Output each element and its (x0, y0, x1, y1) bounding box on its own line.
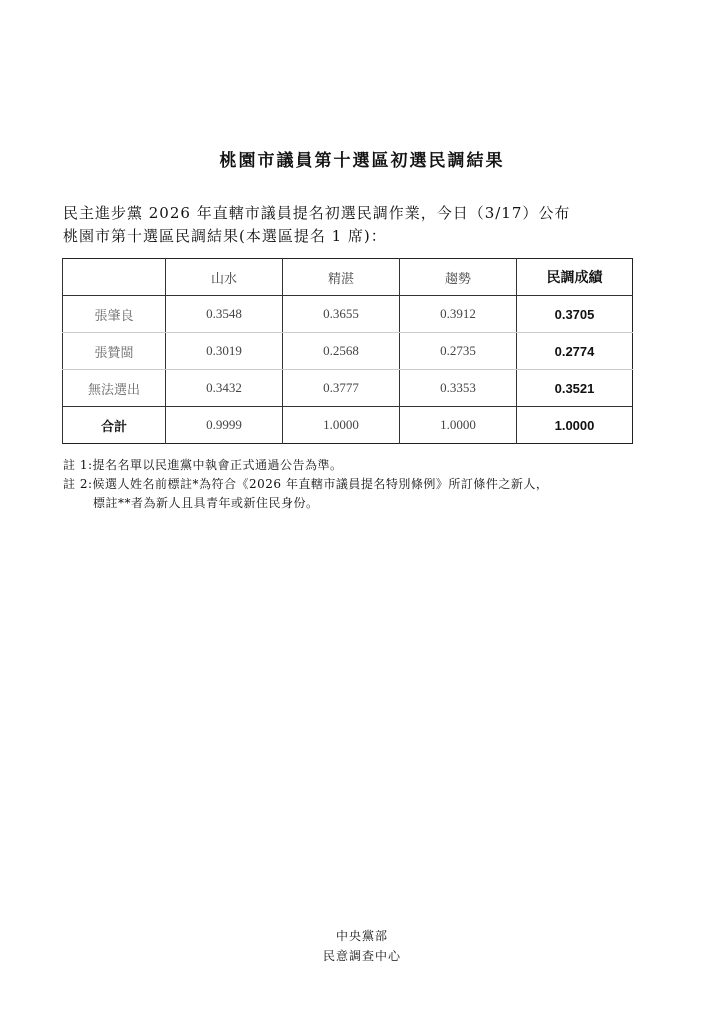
intro-line-1: 民主進步黨 2026 年直轄市議員提名初選民調作業，今日（3/17）公布 (63, 204, 571, 222)
header-final-score: 民調成績 (517, 259, 633, 296)
note-2-line-1: 註 2:候選人姓名前標註*為符合《2026 年直轄市議員提名特別條例》所訂條件之新人， (63, 477, 549, 491)
score-cell: 0.3432 (166, 370, 283, 407)
score-cell: 0.3655 (283, 296, 400, 333)
candidate-name: 無法選出 (63, 370, 166, 407)
footnotes (63, 456, 548, 513)
score-cell: 0.2568 (283, 333, 400, 370)
score-cell: 0.3777 (283, 370, 400, 407)
score-cell: 0.3353 (400, 370, 517, 407)
poll-results-table (62, 258, 633, 444)
note-2-line-2: 標註**者為新人且具青年或新住民身份。 (93, 496, 319, 510)
score-cell: 0.3548 (166, 296, 283, 333)
total-label: 合計 (63, 407, 166, 444)
footer-line-1: 中央黨部 (335, 929, 388, 943)
intro-paragraph (63, 202, 570, 248)
table-row (63, 370, 633, 407)
final-score-cell: 0.3705 (517, 296, 633, 333)
final-score-cell: 0.3521 (517, 370, 633, 407)
header-pollster-3: 趨勢 (400, 259, 517, 296)
total-cell: 1.0000 (400, 407, 517, 444)
issuer-footer (0, 926, 724, 966)
document-title: 桃園市議員第十選區初選民調結果 (219, 151, 505, 171)
score-cell: 0.3912 (400, 296, 517, 333)
candidate-name: 張贊閩 (63, 333, 166, 370)
header-empty-cell (63, 259, 166, 296)
total-cell: 0.9999 (166, 407, 283, 444)
score-cell: 0.3019 (166, 333, 283, 370)
final-score-cell: 0.2774 (517, 333, 633, 370)
table-row (63, 333, 633, 370)
header-pollster-1: 山水 (166, 259, 283, 296)
table-total-row (63, 407, 633, 444)
total-final-cell: 1.0000 (517, 407, 633, 444)
note-1: 註 1:提名名單以民進黨中執會正式通過公告為準。 (63, 458, 343, 472)
total-cell: 1.0000 (283, 407, 400, 444)
score-cell: 0.2735 (400, 333, 517, 370)
footer-line-2: 民意調查中心 (322, 949, 401, 963)
intro-line-2: 桃園市第十選區民調結果(本選區提名 1 席)： (63, 227, 387, 245)
table-row (63, 296, 633, 333)
header-pollster-2: 精湛 (283, 259, 400, 296)
candidate-name: 張肇良 (63, 296, 166, 333)
table-header-row (63, 259, 633, 296)
